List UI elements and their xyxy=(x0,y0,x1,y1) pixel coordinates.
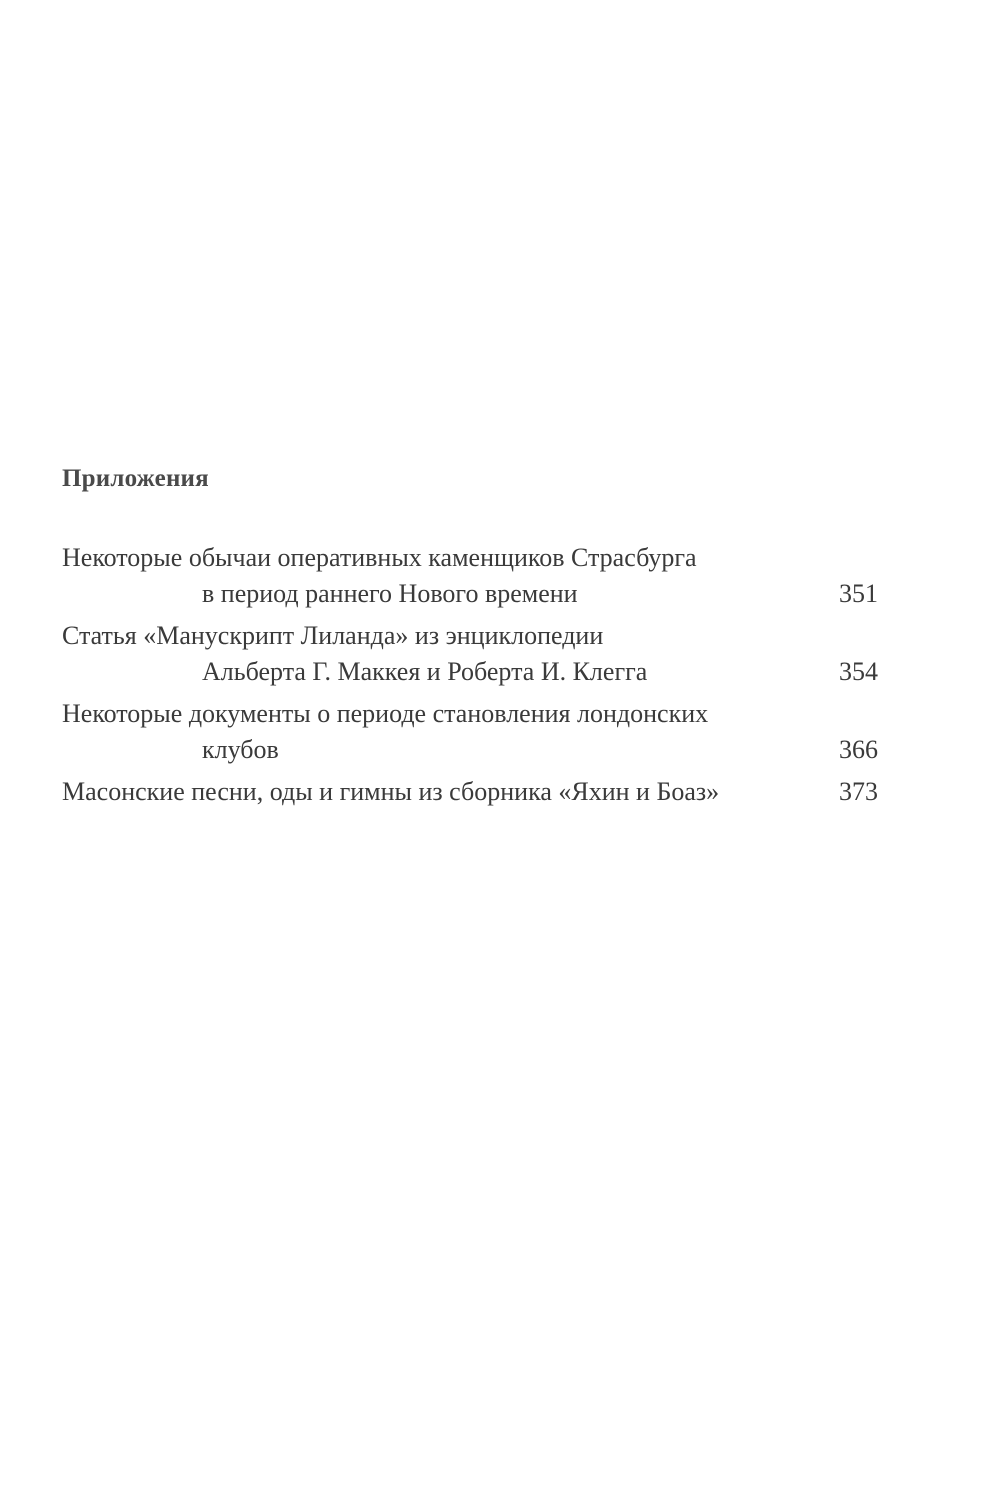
toc-entry[interactable] xyxy=(62,774,878,810)
toc-entry[interactable] xyxy=(62,540,878,612)
toc-entry[interactable] xyxy=(62,618,878,690)
toc-entry-line xyxy=(62,654,878,690)
toc-entry-title: Альберта Г. Маккея и Роберта И. Клегга xyxy=(202,657,648,686)
page-number: 354 xyxy=(839,657,878,686)
toc-entry-line xyxy=(62,696,878,732)
toc-entry-title: Некоторые обычаи оперативных каменщиков Страсбурга xyxy=(62,543,697,572)
toc-entry-line xyxy=(62,576,878,612)
toc-entry-title: Некоторые документы о периоде становления лондонских xyxy=(62,699,709,728)
page-number: 351 xyxy=(839,579,878,608)
toc-entry-title: клубов xyxy=(202,735,279,764)
toc-entry-line xyxy=(62,774,878,810)
toc-entry-line xyxy=(62,618,878,654)
toc-entry[interactable] xyxy=(62,696,878,768)
page-number: 373 xyxy=(839,777,878,806)
toc-entry-line xyxy=(62,540,878,576)
table-of-contents xyxy=(62,462,878,816)
toc-entry-title: Масонские песни, оды и гимны из сборника «Яхин и Боаз» xyxy=(62,777,720,806)
section-title: Приложения xyxy=(62,465,209,492)
toc-entry-line xyxy=(62,732,878,768)
page-number: 366 xyxy=(839,735,878,764)
toc-entry-title: Статья «Манускрипт Лиланда» из энциклопедии xyxy=(62,621,604,650)
toc-entry-title: в период раннего Нового времени xyxy=(202,579,578,608)
